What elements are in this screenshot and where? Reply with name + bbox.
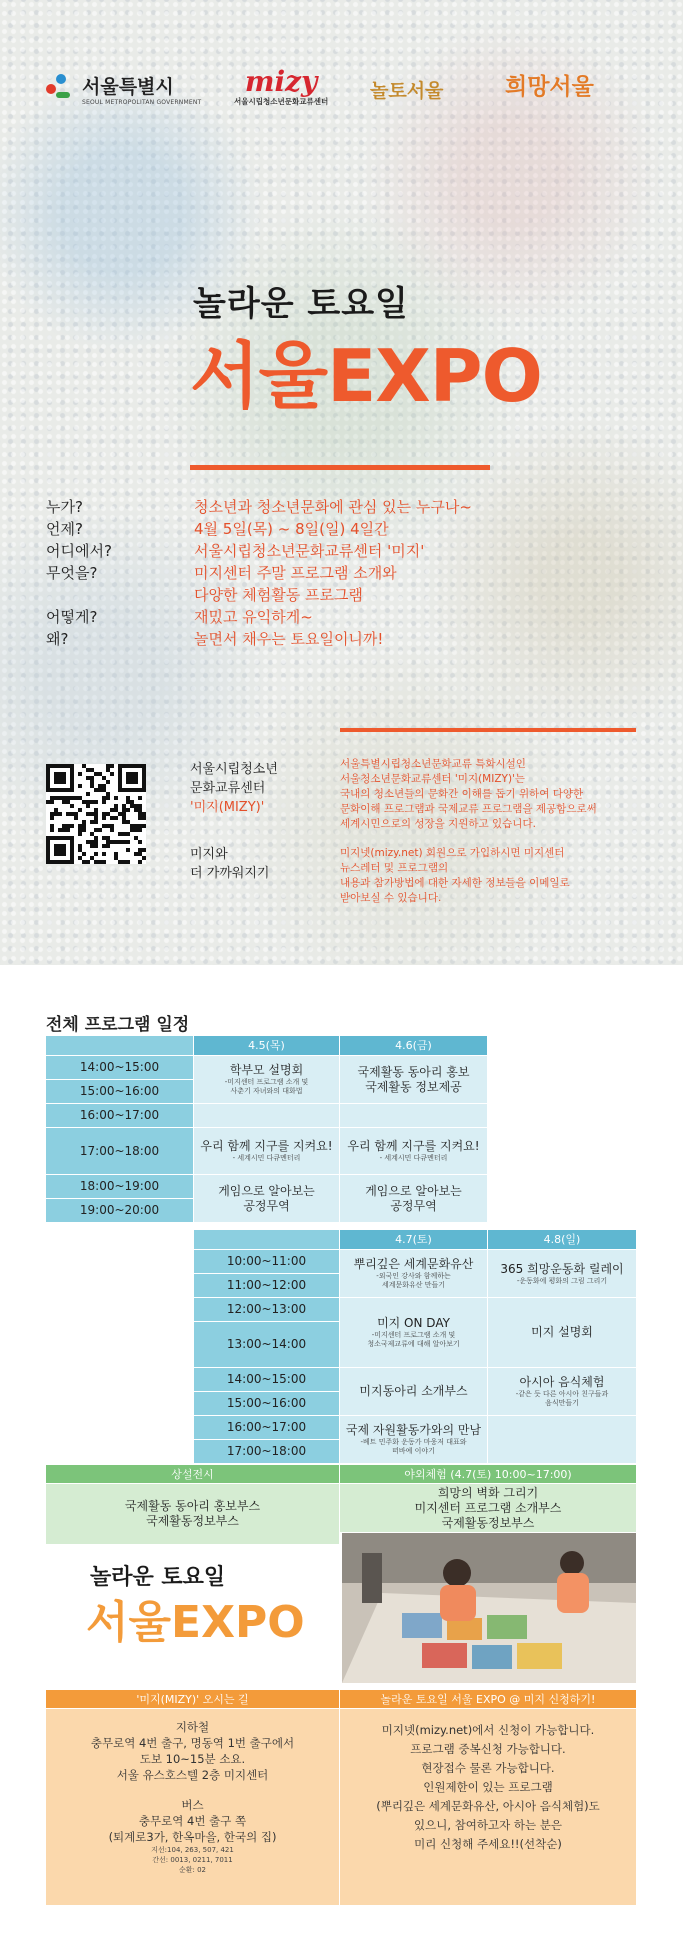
outdoor-cell bbox=[340, 1484, 636, 1532]
program-cell bbox=[340, 1128, 487, 1174]
schedule-title: 전체 프로그램 일정 bbox=[46, 1015, 190, 1035]
intro-line: 내용과 참가방법에 대한 자세한 정보들을 이메일로 bbox=[340, 877, 570, 889]
program-desc: - 세계시민 다큐멘터리 bbox=[232, 1154, 301, 1162]
bus-route: 지선:104, 263, 507, 421 bbox=[151, 1846, 234, 1854]
apply-line: 미리 신청해 주세요!!(선착순) bbox=[414, 1837, 562, 1851]
program-title: 미지 ON DAY bbox=[377, 1316, 450, 1330]
hero-title-suffix: EXPO bbox=[327, 334, 542, 418]
hero-title bbox=[190, 336, 542, 416]
program-desc: 음식만들기 bbox=[545, 1399, 579, 1407]
mural-painting-photo bbox=[342, 1533, 636, 1683]
apply-line: 인원제한이 있는 프로그램 bbox=[423, 1780, 553, 1794]
mizy-info bbox=[190, 760, 330, 883]
program-desc: 사춘기 자녀와의 대화법 bbox=[230, 1087, 303, 1095]
hope-seoul-logo bbox=[505, 68, 594, 110]
time-slot: 11:00~12:00 bbox=[194, 1274, 339, 1297]
program-cell bbox=[488, 1368, 636, 1415]
apply-line: 현장접수 물론 가능합니다. bbox=[421, 1761, 555, 1775]
time-slot: 10:00~11:00 bbox=[194, 1250, 339, 1273]
program-cell bbox=[194, 1056, 339, 1103]
hero-title-prefix: 서울 bbox=[190, 334, 328, 418]
time-slot: 17:00~18:00 bbox=[194, 1440, 339, 1463]
apply-line: (뿌리깊은 세계문화유산, 아시아 음식체험)도 bbox=[376, 1799, 600, 1813]
apply-info bbox=[340, 1709, 636, 1905]
program-cell-empty bbox=[340, 1104, 487, 1127]
program-title: 아시아 음식체험 bbox=[519, 1375, 605, 1389]
program-title: 뿌리깊은 세계문화유산 bbox=[353, 1257, 474, 1271]
program-desc: -베트 민주화 운동가 마웅저 대표와 bbox=[360, 1438, 467, 1446]
qa-question: 어디에서? bbox=[46, 542, 112, 560]
seoul-logo-sub: SEOUL METROPOLITAN GOVERNMENT bbox=[82, 99, 202, 106]
qa-answer: 청소년과 청소년문화에 관심 있는 누구나~ bbox=[194, 498, 472, 516]
seoul-logo bbox=[46, 68, 201, 110]
program-cell bbox=[340, 1250, 487, 1297]
program-title: 국제 자원활동가와의 만남 bbox=[345, 1423, 482, 1437]
program-cell bbox=[488, 1250, 636, 1297]
program-desc: -같은 듯 다른 아시아 친구들과 bbox=[515, 1390, 609, 1398]
time-slot: 14:00~15:00 bbox=[46, 1056, 193, 1079]
intro-line: 세계시민으로의 성장을 지원하고 있습니다. bbox=[340, 818, 536, 830]
time-slot: 14:00~15:00 bbox=[194, 1368, 339, 1391]
bus-title: 버스 bbox=[181, 1798, 204, 1812]
intro-line: 서울특별시립청소년문화교류 특화시설인 bbox=[340, 758, 526, 770]
mizy-info-line: 더 가까워지기 bbox=[190, 866, 270, 881]
exhibit-header: 상설전시 bbox=[46, 1465, 339, 1483]
program-title: 학부모 설명회 bbox=[229, 1063, 304, 1077]
program-desc: - 세계시민 다큐멘터리 bbox=[379, 1154, 448, 1162]
program-cell bbox=[340, 1298, 487, 1367]
program-desc: 청소국제교류에 대해 알아보기 bbox=[367, 1340, 460, 1348]
expo-title-2 bbox=[86, 1598, 305, 1648]
program-title: 국제활동 동아리 홍보 bbox=[357, 1064, 470, 1079]
expo-title-2-prefix: 서울 bbox=[86, 1597, 172, 1648]
program-desc: -외국인 강사와 함께하는 bbox=[376, 1272, 451, 1280]
mizy-info-line: 미지와 bbox=[190, 847, 228, 862]
bus-line: 충무로역 4번 출구 쪽 bbox=[138, 1814, 247, 1828]
intro-line: 뉴스레터 및 프로그램의 bbox=[340, 862, 449, 874]
exhibit-cell bbox=[46, 1484, 339, 1544]
program-desc: -미지센터 프로그램 소개 및 bbox=[371, 1331, 456, 1339]
program-title: 공정무역 bbox=[390, 1198, 437, 1213]
day-header: 4.6(금) bbox=[340, 1036, 487, 1055]
program-title: 우리 함께 지구를 지켜요! bbox=[200, 1139, 333, 1153]
program-cell bbox=[194, 1175, 339, 1222]
exhibit-item: 국제활동정보부스 bbox=[146, 1514, 239, 1528]
qa-answer: 서울시립청소년문화교류센터 '미지' bbox=[194, 542, 425, 560]
program-cell bbox=[340, 1056, 487, 1103]
program-title: 우리 함께 지구를 지켜요! bbox=[347, 1139, 480, 1153]
time-slot: 17:00~18:00 bbox=[46, 1128, 193, 1174]
time-slot: 15:00~16:00 bbox=[46, 1080, 193, 1103]
mizy-info-line: 문화교류센터 bbox=[190, 781, 266, 796]
outdoor-header: 야외체험 (4.7(토) 10:00~17:00) bbox=[340, 1465, 636, 1483]
hope-logo-name: 희망서울 bbox=[505, 73, 594, 100]
program-title: 국제활동 정보제공 bbox=[365, 1079, 462, 1094]
intro-line: 국내의 청소년들의 문화간 이해를 돕기 위하여 다양한 bbox=[340, 788, 584, 800]
time-slot: 16:00~17:00 bbox=[46, 1104, 193, 1127]
expo-title-2-suffix: EXPO bbox=[171, 1597, 305, 1648]
apply-header: 놀라운 토요일 서울 EXPO @ 미지 신청하기! bbox=[340, 1690, 636, 1708]
program-title: 미지동아리 소개부스 bbox=[359, 1384, 468, 1398]
time-slot: 18:00~19:00 bbox=[46, 1175, 193, 1198]
qa-answer: 4월 5일(목) ~ 8일(일) 4일간 bbox=[194, 520, 389, 538]
schedule-corner bbox=[194, 1230, 339, 1249]
program-desc: 세계문화유산 만들기 bbox=[381, 1281, 446, 1289]
outdoor-item: 미지센터 프로그램 소개부스 bbox=[414, 1500, 562, 1515]
mizy-logo bbox=[234, 65, 329, 110]
mizy-info-line: 서울시립청소년 bbox=[190, 762, 278, 777]
program-cell bbox=[194, 1128, 339, 1174]
subway-title: 지하철 bbox=[175, 1720, 210, 1734]
intro-line: 받아보실 수 있습니다. bbox=[340, 892, 442, 904]
seoul-logo-name: 서울특별시 bbox=[82, 76, 174, 98]
exhibit-item: 국제활동 동아리 홍보부스 bbox=[124, 1499, 261, 1513]
program-desc: -운동화에 평화의 그림 그리기 bbox=[516, 1276, 608, 1285]
time-slot: 12:00~13:00 bbox=[194, 1298, 339, 1321]
subway-line: 충무로역 4번 출구, 명동역 1번 출구에서 bbox=[90, 1736, 295, 1750]
expo-subtitle-2: 놀라운 토요일 bbox=[90, 1564, 226, 1590]
program-cell bbox=[340, 1368, 487, 1415]
outdoor-item: 희망의 벽화 그리기 bbox=[437, 1485, 539, 1500]
subway-line: 서울 유스호스텔 2층 미지센터 bbox=[116, 1768, 269, 1782]
nolto-logo-name: 놀토서울 bbox=[370, 79, 444, 102]
directions-info bbox=[46, 1709, 339, 1905]
program-cell bbox=[340, 1175, 487, 1222]
time-slot: 16:00~17:00 bbox=[194, 1416, 339, 1439]
program-cell bbox=[340, 1416, 487, 1463]
program-title: 게임으로 알아보는 bbox=[218, 1183, 315, 1198]
schedule-corner bbox=[46, 1036, 193, 1055]
program-title: 게임으로 알아보는 bbox=[365, 1183, 462, 1198]
hero-subtitle: 놀라운 토요일 bbox=[193, 284, 409, 324]
qa-answer: 재밌고 유익하게~ bbox=[194, 608, 313, 626]
time-slot: 19:00~20:00 bbox=[46, 1199, 193, 1222]
day-header: 4.7(토) bbox=[340, 1230, 487, 1249]
time-slot: 15:00~16:00 bbox=[194, 1392, 339, 1415]
apply-line: 있으니, 참여하고자 하는 분은 bbox=[414, 1818, 562, 1832]
intro-line: 문화이해 프로그램과 국제교류 프로그램을 제공함으로써 bbox=[340, 803, 597, 815]
program-desc: 떠바예 이야기 bbox=[392, 1447, 435, 1455]
day-header: 4.8(일) bbox=[488, 1230, 636, 1249]
program-cell-empty bbox=[488, 1416, 636, 1463]
qa-answer: 미지센터 주말 프로그램 소개와 bbox=[194, 564, 397, 582]
qa-question: 왜? bbox=[46, 630, 69, 648]
qa-question: 어떻게? bbox=[46, 608, 98, 626]
qr-code-icon bbox=[46, 764, 146, 864]
qa-answer: 놀면서 채우는 토요일이니까! bbox=[194, 630, 384, 648]
intro-line: 미지넷(mizy.net) 회원으로 가입하시면 미지센터 bbox=[340, 847, 565, 859]
program-title: 미지 설명회 bbox=[531, 1325, 593, 1339]
time-slot: 13:00~14:00 bbox=[194, 1322, 339, 1367]
apply-line: 미지넷(mizy.net)에서 신청이 가능합니다. bbox=[381, 1723, 595, 1737]
outdoor-item: 국제활동정보부스 bbox=[441, 1515, 535, 1530]
bus-route: 간선: 0013, 0211, 7011 bbox=[152, 1856, 233, 1864]
intro-line: 서울청소년문화교류센터 '미지(MIZY)'는 bbox=[340, 773, 526, 785]
qa-question: 무엇을? bbox=[46, 564, 98, 582]
qa-question: 언제? bbox=[46, 520, 83, 538]
nolto-logo bbox=[370, 68, 443, 110]
qa-answer: 다양한 체험활동 프로그램 bbox=[194, 586, 363, 604]
qr-code[interactable] bbox=[46, 764, 146, 864]
bus-route: 순환: 02 bbox=[178, 1866, 206, 1874]
program-title: 공정무역 bbox=[243, 1198, 290, 1213]
mizy-info-line: '미지(MIZY)' bbox=[190, 800, 265, 815]
program-desc: -미지센터 프로그램 소개 및 bbox=[224, 1078, 309, 1086]
program-title: 365 희망운동화 릴레이 bbox=[500, 1261, 624, 1276]
seoul-emblem-icon bbox=[46, 74, 76, 104]
mizy-introduction bbox=[340, 757, 640, 906]
program-cell-empty bbox=[194, 1104, 339, 1127]
qa-question: 누가? bbox=[46, 498, 83, 516]
photo-illustration-icon bbox=[342, 1533, 636, 1683]
directions-header: '미지(MIZY)' 오시는 길 bbox=[46, 1690, 339, 1708]
apply-line: 프로그램 중복신청 가능합니다. bbox=[410, 1742, 566, 1756]
day-header: 4.5(목) bbox=[194, 1036, 339, 1055]
mizy-logo-sub: 서울시립청소년문화교류센터 bbox=[234, 97, 329, 106]
bus-line: (퇴계로3가, 한옥마을, 한국의 집) bbox=[108, 1830, 277, 1844]
subway-line: 도보 10~15분 소요. bbox=[139, 1752, 246, 1766]
mizy-logo-name: mizy bbox=[244, 65, 318, 98]
intro-rule bbox=[340, 728, 636, 732]
program-cell bbox=[488, 1298, 636, 1367]
title-underline bbox=[190, 465, 490, 470]
